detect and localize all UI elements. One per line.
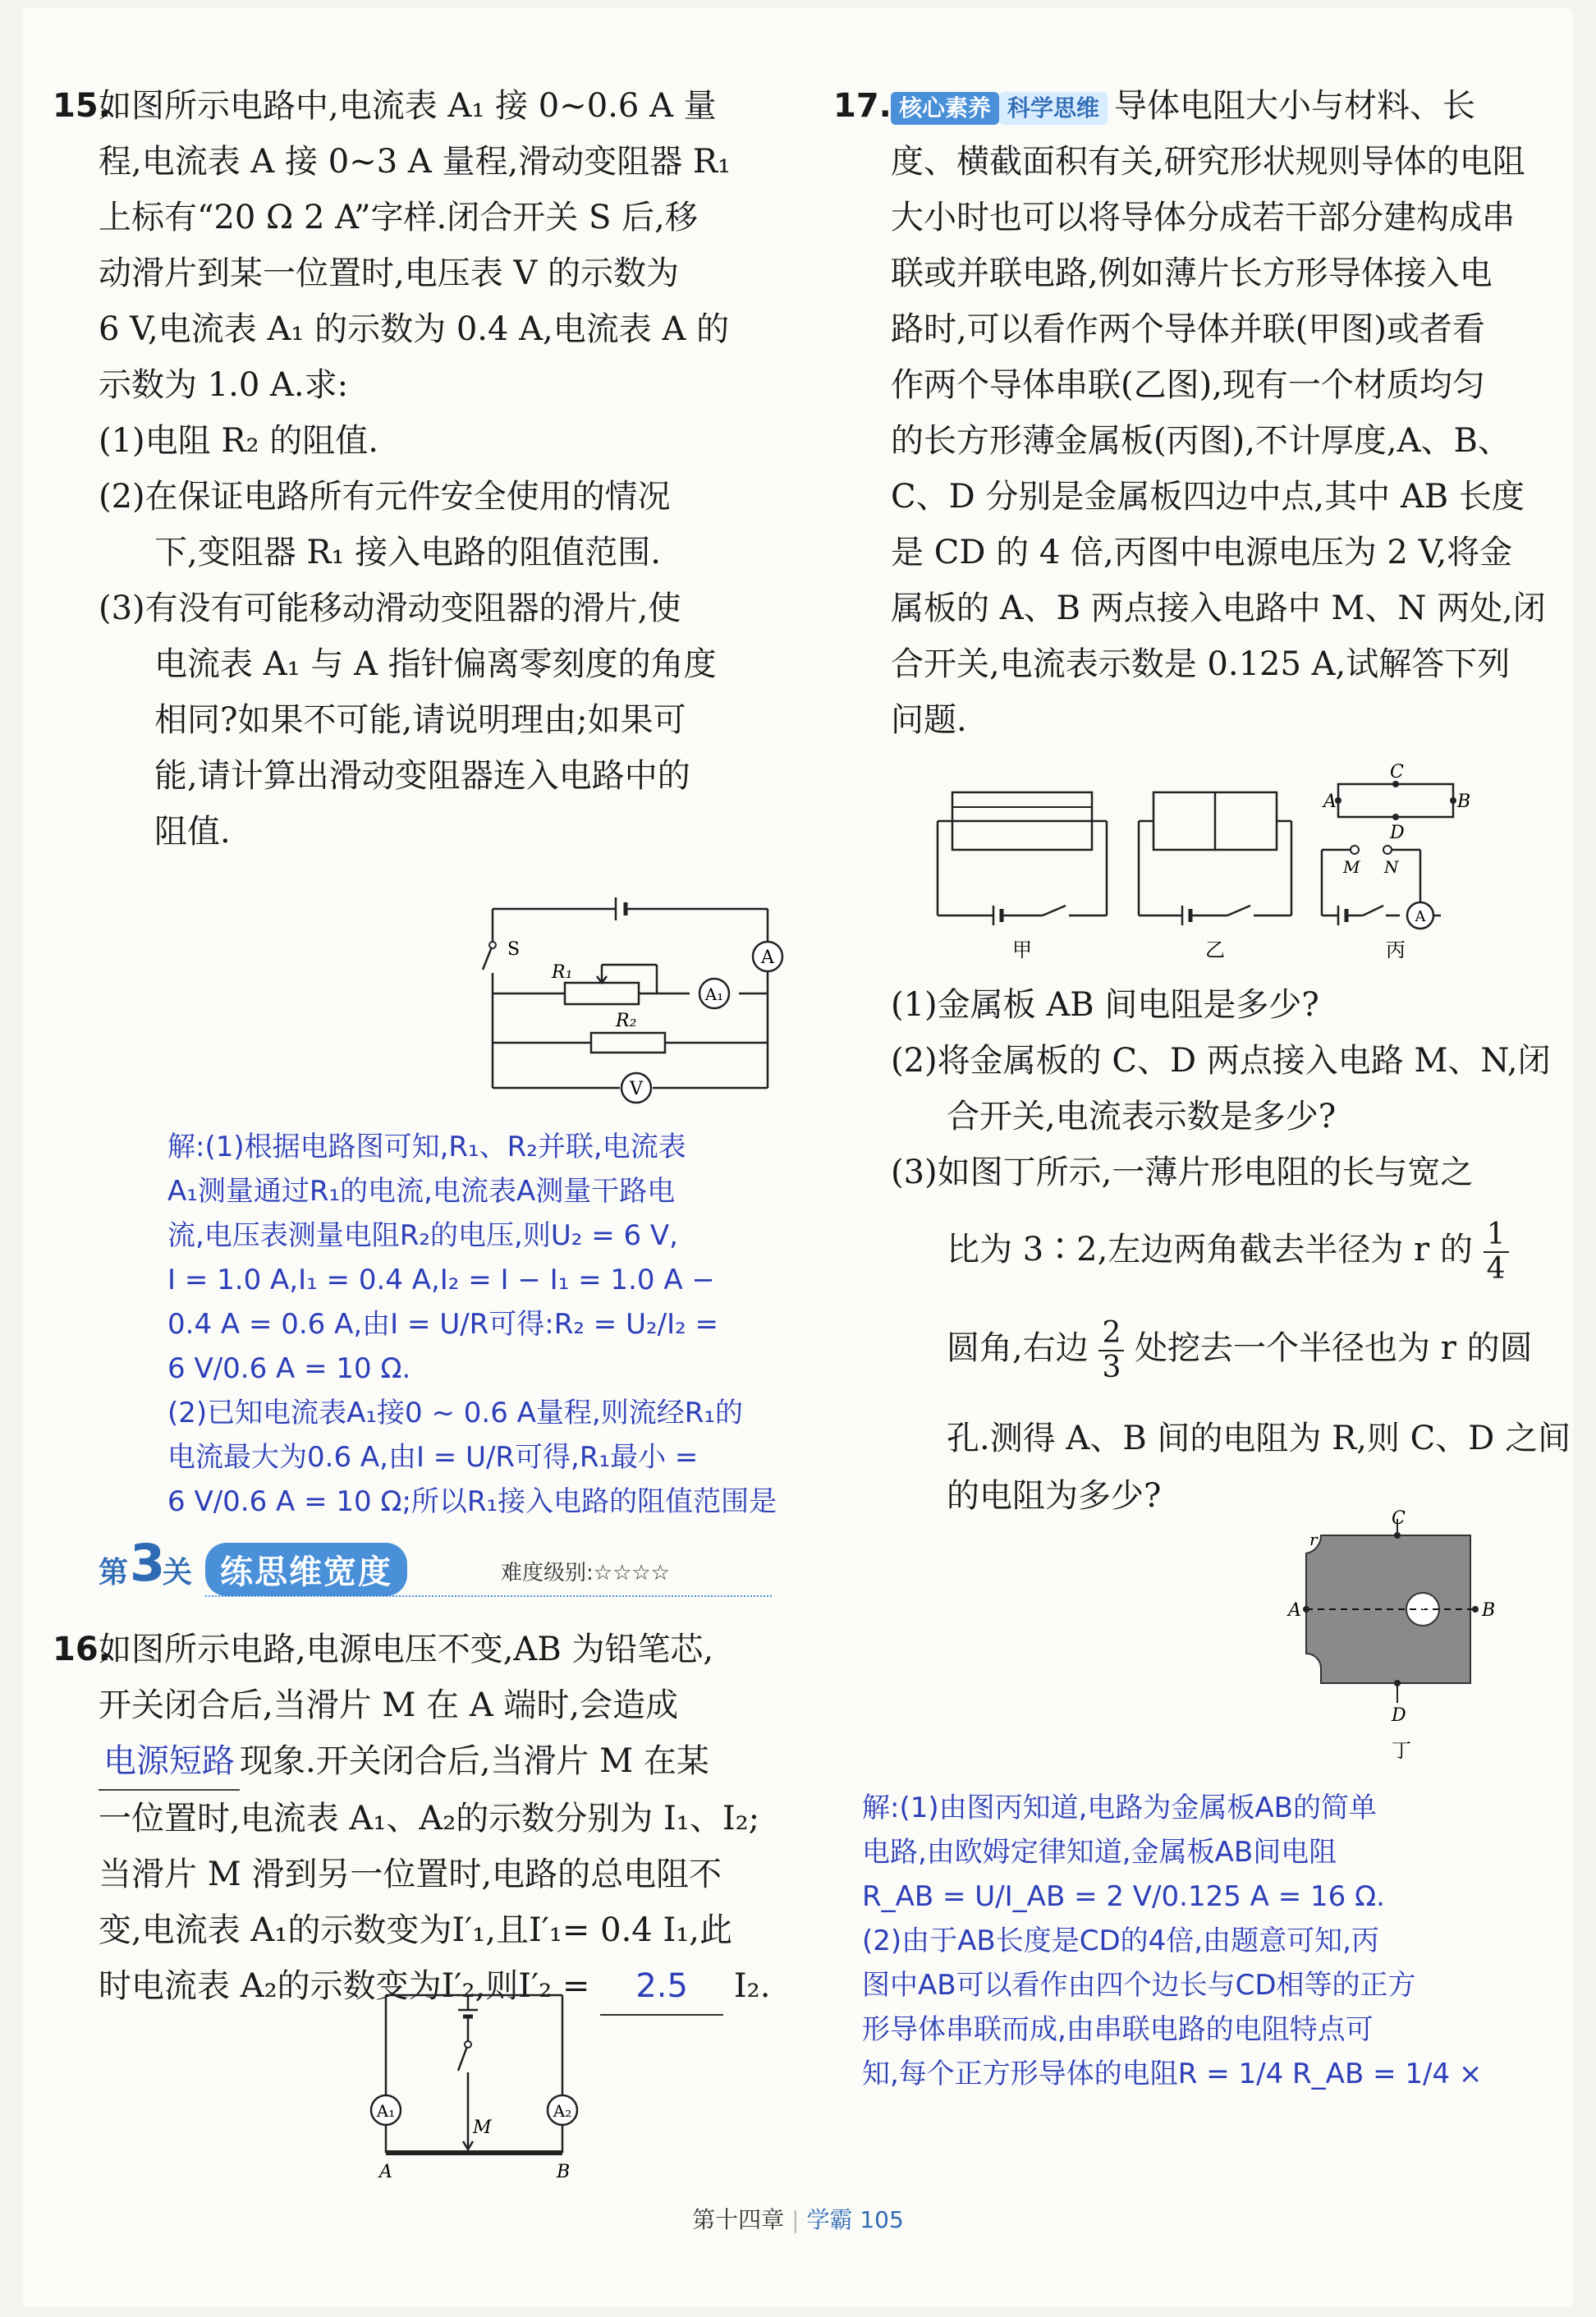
answer-line: 电流最大为0.6 A,由I = U/R可得,R₁最小 = bbox=[167, 1441, 699, 1474]
q15-sub: 阻值. bbox=[154, 813, 231, 851]
answer-line: 电路,由欧姆定律知道,金属板AB间电阻 bbox=[862, 1836, 1337, 1869]
q17-sub3-text: 的电阻为多少? bbox=[947, 1477, 1162, 1515]
q17-line: 合开关,电流表示数是 0.125 A,试解答下列 bbox=[891, 645, 1511, 683]
label-b: B bbox=[1482, 1600, 1496, 1621]
answer-line: A₁测量通过R₁的电流,电流表A测量干路电 bbox=[167, 1175, 676, 1208]
q15-line: 程,电流表 A 接 0~3 A 量程,滑动变阻器 R₁ bbox=[99, 143, 732, 181]
answer-line: 图中AB可以看作由四个边长与CD相等的正方 bbox=[862, 1969, 1416, 2002]
q17-sub: (3)如图丁所示,一薄片形电阻的长与宽之 bbox=[891, 1154, 1474, 1191]
q17-line: 作两个导体串联(乙图),现有一个材质均匀 bbox=[891, 366, 1485, 404]
q15-line: 示数为 1.0 A.求: bbox=[99, 366, 349, 404]
answer-line: 解:(1)由图丙知道,电路为金属板AB的简单 bbox=[862, 1792, 1378, 1824]
q17-sub: (2)将金属板的 C、D 两点接入电路 M、N,闭 bbox=[891, 1042, 1551, 1080]
q17-line: 大小时也可以将导体分成若干部分建构成串 bbox=[891, 199, 1515, 236]
answer-line: (2)由于AB长度是CD的4倍,由题意可知,丙 bbox=[862, 1925, 1379, 1957]
section-title: 练思维宽度 bbox=[205, 1543, 407, 1596]
q16-circuit-diagram bbox=[361, 1987, 591, 2184]
label-d: D bbox=[1390, 823, 1405, 843]
q16-answer-short-circuit: 电源短路 bbox=[99, 1733, 240, 1791]
page-number: 105 bbox=[860, 2206, 904, 2233]
q16-line: 现象.开关闭合后,当滑片 M 在某 bbox=[240, 1742, 709, 1780]
fraction-den: 4 bbox=[1486, 1252, 1506, 1286]
q17-line: 度、横截面积有关,研究形状规则导体的电阻 bbox=[891, 143, 1525, 181]
label-m: M bbox=[473, 2117, 492, 2138]
q16-line: 变,电流表 A₁的示数变为I′₁,且I′₁= 0.4 I₁,此 bbox=[99, 1911, 733, 1949]
q15-answer bbox=[167, 1125, 816, 1527]
question-17 bbox=[833, 78, 1546, 748]
label-c: C bbox=[1390, 762, 1404, 782]
label-r1: R₁ bbox=[552, 962, 573, 983]
answer-line: 解:(1)根据电路图可知,R₁、R₂并联,电流表 bbox=[167, 1131, 686, 1163]
question-number: 15. bbox=[53, 87, 111, 125]
q17-line: 属板的 A、B 两点接入电路中 M、N 两处,闭 bbox=[891, 590, 1546, 627]
q17-subquestions bbox=[891, 977, 1571, 1515]
difficulty-label: 难度级别:☆☆☆☆ bbox=[501, 1561, 670, 1585]
label-m: M bbox=[1343, 857, 1360, 877]
label-yi: 乙 bbox=[1205, 938, 1225, 961]
q16-line: 当滑片 M 滑到另一位置时,电路的总电阻不 bbox=[99, 1856, 722, 1893]
q16-tail: I₂. bbox=[733, 1967, 771, 2005]
q15-line: 6 V,电流表 A₁ 的示数为 0.4 A,电流表 A 的 bbox=[99, 310, 730, 348]
label-r2: R₂ bbox=[616, 1011, 637, 1031]
label-a: A bbox=[379, 2162, 392, 2182]
q17-sub3-text: 处挖去一个半径也为 r 的圆 bbox=[1135, 1329, 1533, 1367]
q17-sub3-text: 孔.测得 A、B 间的电阻为 R,则 C、D 之间 bbox=[947, 1420, 1571, 1457]
answer-line: 6 V/0.6 A = 10 Ω. bbox=[167, 1352, 411, 1385]
tag-core-literacy: 核心素养 bbox=[891, 92, 999, 125]
label-ammeter: A bbox=[1415, 908, 1426, 925]
label-a2: A₂ bbox=[553, 2101, 572, 2121]
q17-line: 导体电阻大小与材料、长 bbox=[1114, 87, 1476, 125]
q17-line: 联或并联电路,例如薄片长方形导体接入电 bbox=[891, 255, 1493, 292]
label-a1: A₁ bbox=[376, 2101, 396, 2121]
q17-line: 是 CD 的 4 倍,丙图中电源电压为 2 V,将金 bbox=[891, 534, 1513, 571]
q17-line: 的长方形薄金属板(丙图),不计厚度,A、B、 bbox=[891, 422, 1511, 460]
q15-sub: 下,变阻器 R₁ 接入电路的阻值范围. bbox=[154, 534, 662, 571]
q15-sub: (2)在保证电路所有元件安全使用的情况 bbox=[99, 478, 671, 516]
section-prefix: 第 bbox=[99, 1556, 129, 1590]
answer-line: 0.4 A = 0.6 A,由I = U/R可得:R₂ = U₂/I₂ = bbox=[167, 1308, 719, 1341]
label-s: S bbox=[507, 939, 521, 960]
label-bing: 丙 bbox=[1386, 938, 1406, 961]
answer-line: 6 V/0.6 A = 10 Ω;所以R₁接入电路的阻值范围是 bbox=[167, 1485, 777, 1518]
q15-line: 上标有“20 Ω 2 A”字样.闭合开关 S 后,移 bbox=[99, 199, 698, 236]
fraction-num: 2 bbox=[1098, 1317, 1124, 1351]
q15-sub: 能,请计算出滑动变阻器连入电路中的 bbox=[154, 757, 690, 795]
label-v: V bbox=[630, 1079, 643, 1099]
brand-label: 学霸 bbox=[806, 2206, 853, 2233]
question-15 bbox=[53, 78, 821, 860]
q15-sub: 相同?如果不可能,请说明理由;如果可 bbox=[154, 701, 686, 739]
section-number: 3 bbox=[130, 1533, 166, 1593]
q17-line: 路时,可以看作两个导体并联(甲图)或者看 bbox=[891, 310, 1485, 348]
fraction-two-thirds bbox=[1098, 1317, 1124, 1384]
q17-line: 问题. bbox=[891, 701, 967, 739]
label-a: A bbox=[761, 947, 774, 968]
label-d: D bbox=[1392, 1705, 1406, 1726]
q17-sub3-text: 比为 3∶2,左边两角截去半径为 r 的 bbox=[947, 1231, 1473, 1269]
q15-sub: (3)有没有可能移动滑动变阻器的滑片,使 bbox=[99, 590, 681, 627]
question-number: 17. bbox=[833, 87, 892, 125]
label-b: B bbox=[1457, 791, 1471, 812]
question-16 bbox=[53, 1622, 821, 2016]
q17-sub3-text: 圆角,右边 bbox=[947, 1329, 1089, 1367]
label-jia: 甲 bbox=[1012, 938, 1032, 961]
answer-line: R_AB = U/I_AB = 2 V/0.125 A = 16 Ω. bbox=[862, 1880, 1385, 1913]
label-r: r bbox=[1309, 1530, 1318, 1549]
question-number: 16. bbox=[53, 1631, 111, 1668]
label-a1: A₁ bbox=[704, 984, 724, 1004]
q15-sub: (1)电阻 R₂ 的阻值. bbox=[99, 422, 378, 460]
q17-sub: 合开关,电流表示数是多少? bbox=[947, 1098, 1337, 1136]
q16-blank-answer: 2.5 bbox=[600, 1958, 723, 2016]
q16-line: 一位置时,电流表 A₁、A₂的示数分别为 I₁、I₂; bbox=[99, 1800, 760, 1838]
chapter-label: 第十四章 bbox=[692, 2206, 785, 2233]
q17-line: C、D 分别是金属板四边中点,其中 AB 长度 bbox=[891, 478, 1525, 516]
q16-line: 如图所示电路,电源电压不变,AB 为铅笔芯, bbox=[99, 1631, 714, 1668]
label-n: N bbox=[1384, 857, 1399, 877]
section-header bbox=[74, 1531, 780, 1605]
label-ding: 丁 bbox=[1392, 1739, 1411, 1762]
label-a: A bbox=[1288, 1600, 1301, 1621]
q15-circuit-diagram bbox=[460, 891, 805, 1113]
label-a: A bbox=[1323, 791, 1337, 812]
label-b: B bbox=[557, 2162, 571, 2182]
answer-line: (2)已知电流表A₁接0 ~ 0.6 A量程,则流经R₁的 bbox=[167, 1397, 743, 1429]
fraction-den: 3 bbox=[1102, 1351, 1121, 1384]
q17-answer bbox=[862, 1786, 1543, 2131]
q17-figures bbox=[928, 759, 1535, 973]
fraction-num: 1 bbox=[1484, 1218, 1509, 1253]
answer-line: 知,每个正方形导体的电阻R = 1/4 R_AB = 1/4 × bbox=[862, 2058, 1483, 2090]
page-footer: 第十四章 | 学霸 105 bbox=[692, 2206, 904, 2233]
answer-line: 流,电压表测量电阻R₂的电压,则U₂ = 6 V, bbox=[167, 1219, 678, 1252]
answer-line: I = 1.0 A,I₁ = 0.4 A,I₂ = I − I₁ = 1.0 A − bbox=[167, 1264, 715, 1296]
section-divider bbox=[205, 1595, 772, 1597]
q15-line: 动滑片到某一位置时,电压表 V 的示数为 bbox=[99, 255, 680, 292]
answer-line: 形导体串联而成,由串联电路的电阻特点可 bbox=[862, 2013, 1374, 2046]
label-c: C bbox=[1392, 1508, 1406, 1529]
q17-sub: (1)金属板 AB 间电阻是多少? bbox=[891, 986, 1319, 1024]
q15-line: 如图所示电路中,电流表 A₁ 接 0~0.6 A 量 bbox=[99, 87, 717, 125]
figure-ding bbox=[1285, 1508, 1515, 1765]
q16-line: 时电流表 A₂的示数变为I′₂,则I′₂ = bbox=[99, 1967, 590, 2005]
fraction-quarter bbox=[1484, 1218, 1509, 1286]
q15-sub: 电流表 A₁ 与 A 指针偏离零刻度的角度 bbox=[154, 645, 717, 683]
section-suffix: 关 bbox=[163, 1556, 193, 1590]
q16-line: 开关闭合后,当滑片 M 在 A 端时,会造成 bbox=[99, 1686, 679, 1724]
tag-scientific-thinking: 科学思维 bbox=[999, 92, 1108, 125]
